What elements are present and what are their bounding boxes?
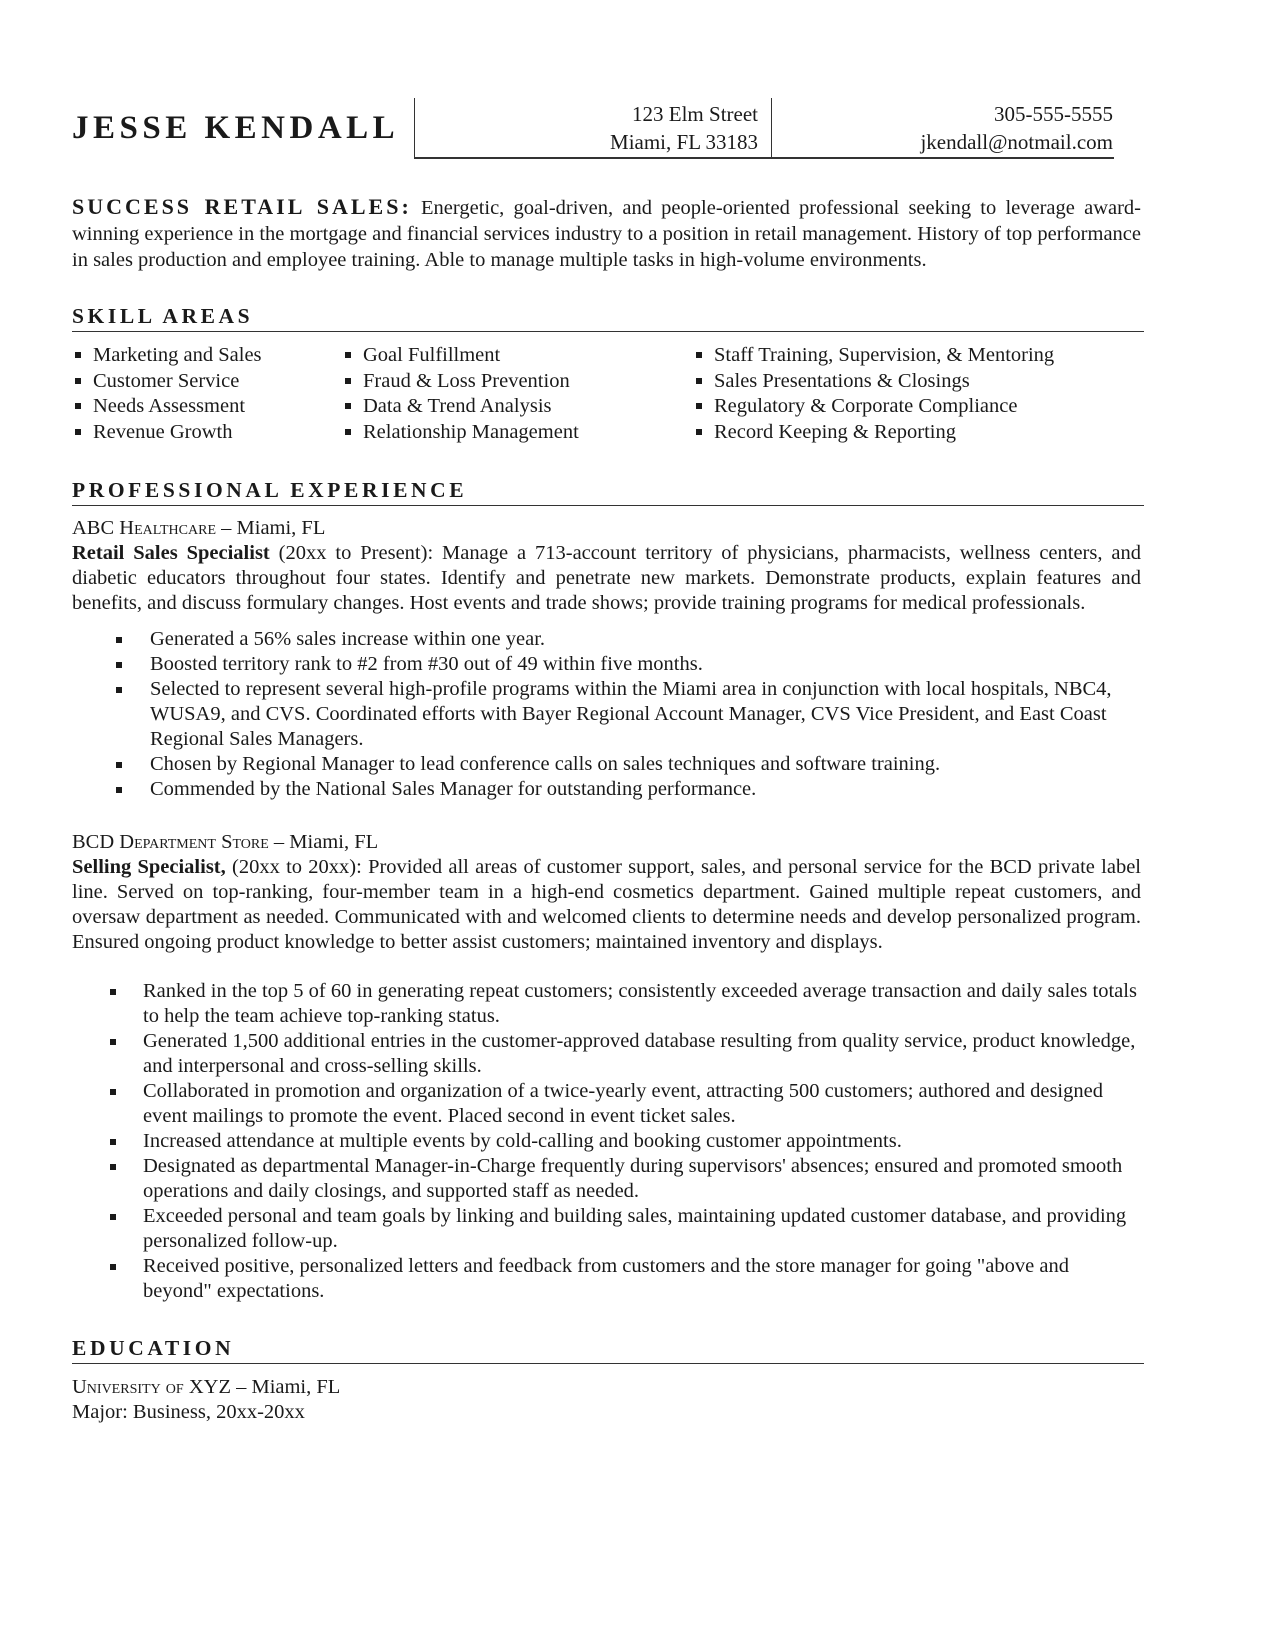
achievement-item: Ranked in the top 5 of 60 in generating repeat customers; consistently exceeded average transaction and daily sales totals to help the team achieve top-ranking status. (108, 979, 1138, 1029)
candidate-name: JESSE KENDALL (72, 110, 400, 146)
company-name: ABC Healthcare (72, 517, 217, 539)
achievement-item: Designated as departmental Manager-in-Charge frequently during supervisors' absences; ensured and promoted smooth operations and daily closings, and supported staff as needed. (108, 1154, 1138, 1204)
achievement-item: Commended by the National Sales Manager for outstanding performance. (114, 777, 1144, 802)
achievement-item: Received positive, personalized letters and feedback from customers and the store manager for going "above and beyond" expectations. (108, 1254, 1138, 1304)
section-title-experience: PROFESSIONAL EXPERIENCE (72, 478, 1144, 506)
phone: 305-555-5555 (994, 102, 1113, 126)
address-block (610, 100, 758, 156)
skill-item: Goal Fulfillment (343, 343, 579, 369)
skill-item: Revenue Growth (73, 420, 262, 446)
skills-column-3 (694, 343, 1054, 445)
company-heading (72, 516, 325, 541)
section-title-skills: SKILL AREAS (72, 304, 1144, 332)
job-summary: Provided all areas of customer support, sales, and personal service for the BCD private label line. Served on top-ranking, four-member team in a high-end cosmetics department. Gained multiple repeat customers, and oversaw department as needed. Communicated with and welcomed clients to determine needs and develop personalized program. Ensured ongoing product knowledge to better assist customers; maintained inventory and displays. (72, 856, 1141, 953)
header-divider (771, 98, 772, 158)
skill-item: Fraud & Loss Prevention (343, 369, 579, 395)
education-school (72, 1375, 340, 1400)
skill-item: Data & Trend Analysis (343, 394, 579, 420)
job-achievements (114, 627, 1144, 802)
skills-column-2 (343, 343, 579, 445)
job-description (72, 855, 1141, 955)
company-location: – Miami, FL (268, 831, 379, 853)
section-title-education: EDUCATION (72, 1336, 1144, 1364)
skill-item: Staff Training, Supervision, & Mentoring (694, 343, 1054, 369)
skill-item: Sales Presentations & Closings (694, 369, 1054, 395)
job-description (72, 541, 1141, 616)
header-divider (414, 98, 415, 158)
skill-item: Relationship Management (343, 420, 579, 446)
achievement-item: Generated 1,500 additional entries in the customer-approved database resulting from quality service, product knowledge, and interpersonal and cross-selling skills. (108, 1029, 1138, 1079)
email: jkendall@notmail.com (920, 130, 1113, 154)
achievement-item: Collaborated in promotion and organization of a twice-yearly event, attracting 500 customers; authored and designed event mailings to promote the event. Placed second in event ticket sales. (108, 1079, 1138, 1129)
skill-item: Regulatory & Corporate Compliance (694, 394, 1054, 420)
company-name: BCD Department Store (72, 831, 269, 853)
achievement-item: Boosted territory rank to #2 from #30 out of 49 within five months. (114, 652, 1144, 677)
address-line1: 123 Elm Street (632, 102, 758, 126)
job-dates: (20xx to 20xx): (225, 856, 369, 878)
achievement-item: Generated a 56% sales increase within one year. (114, 627, 1144, 652)
job-role: Retail Sales Specialist (72, 542, 270, 564)
achievement-item: Chosen by Regional Manager to lead conference calls on sales techniques and software training. (114, 752, 1144, 777)
job-dates: (20xx to Present): (269, 542, 443, 564)
skill-item: Customer Service (73, 369, 262, 395)
achievement-item: Exceeded personal and team goals by linking and building sales, maintaining updated customer database, and providing personalized follow-up. (108, 1204, 1138, 1254)
company-location: – Miami, FL (216, 517, 326, 539)
header-rule (414, 157, 1114, 159)
contact-block (920, 100, 1113, 156)
school-name: University of XYZ (72, 1376, 231, 1398)
address-line2: Miami, FL 33183 (610, 130, 758, 154)
skill-item: Needs Assessment (73, 394, 262, 420)
skill-item: Record Keeping & Reporting (694, 420, 1054, 446)
job-role: Selling Specialist, (72, 856, 226, 878)
education-major: Major: Business, 20xx-20xx (72, 1401, 305, 1423)
skill-item: Marketing and Sales (73, 343, 262, 369)
achievement-item: Selected to represent several high-profile programs within the Miami area in conjunction with local hospitals, NBC4, WUSA9, and CVS. Coordinated efforts with Bayer Regional Account Manager, CVS Vice President, and East Coast Regional Sales Managers. (114, 677, 1144, 752)
summary-text: Energetic, goal-driven, and people-oriented professional seeking to leverage award-winning experience in the mortgage and financial services industry to a position in retail management. History of top performance in sales production and employee training. Able to manage multiple tasks in high-volume environments. (72, 197, 1142, 271)
skills-column-1 (73, 343, 262, 445)
job-achievements (108, 979, 1138, 1304)
achievement-item: Increased attendance at multiple events by cold-calling and booking customer appointments. (108, 1129, 1138, 1154)
company-heading (72, 830, 378, 855)
job-summary: Manage a 713-account territory of physicians, pharmacists, wellness centers, and diabetic educators throughout four states. Identify and penetrate new markets. Demonstrate products, explain features and benefits, and discuss formulary changes. Host events and trade shows; provide training programs for medical professionals. (72, 542, 1141, 614)
summary (72, 194, 1141, 273)
summary-lead: SUCCESS RETAIL SALES: (72, 194, 412, 219)
school-location: – Miami, FL (230, 1376, 341, 1398)
